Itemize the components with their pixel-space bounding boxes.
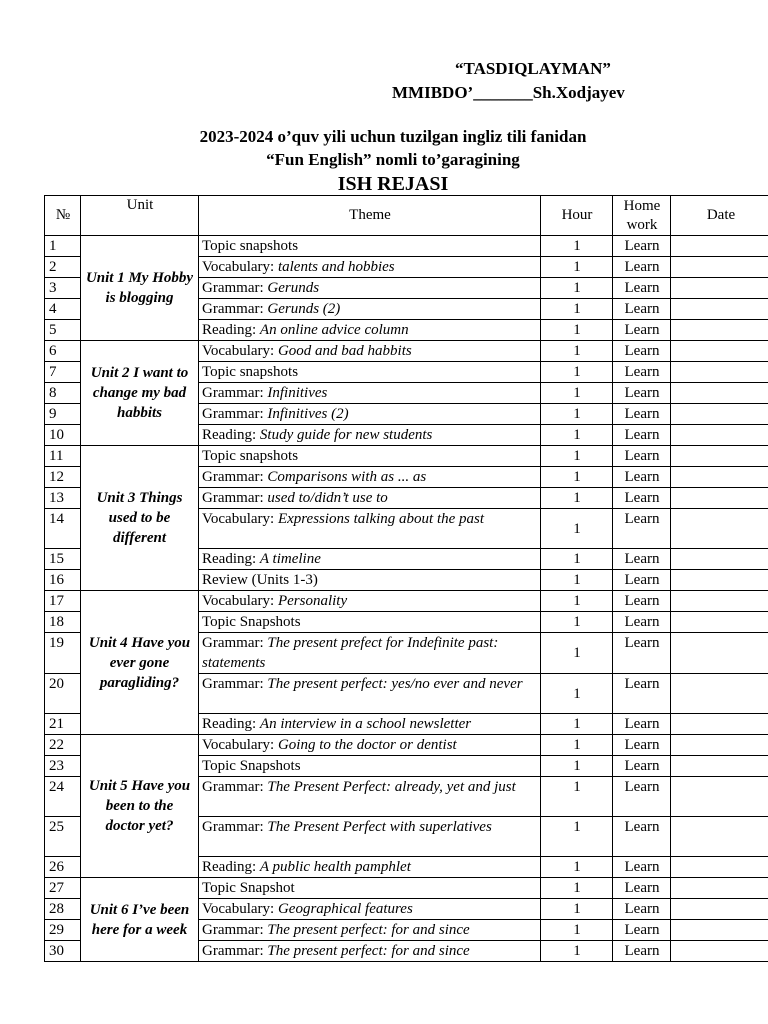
row-number: 2 bbox=[45, 257, 81, 278]
row-number: 15 bbox=[45, 549, 81, 570]
hour-cell: 1 bbox=[541, 278, 613, 299]
document-title: ISH REJASI bbox=[337, 173, 449, 195]
theme-topic: Comparisons with as ... as bbox=[267, 469, 427, 485]
row-number: 19 bbox=[45, 633, 81, 674]
date-cell[interactable] bbox=[671, 756, 768, 777]
unit-name: Unit 2 I want to change my bad habbits bbox=[81, 341, 199, 446]
hour-cell: 1 bbox=[541, 735, 613, 756]
homework-cell: Learn bbox=[613, 633, 671, 674]
header-theme: Theme bbox=[199, 196, 541, 236]
theme-cell bbox=[199, 941, 541, 962]
hour-cell: 1 bbox=[541, 404, 613, 425]
theme-label: Grammar: bbox=[202, 922, 268, 938]
theme-cell bbox=[199, 735, 541, 756]
theme-topic: used to/didn’t use to bbox=[267, 490, 388, 506]
date-cell[interactable] bbox=[671, 446, 768, 467]
date-cell[interactable] bbox=[671, 735, 768, 756]
theme-cell bbox=[199, 467, 541, 488]
table-row bbox=[45, 446, 768, 467]
hour-cell: 1 bbox=[541, 777, 613, 817]
theme-label: Topic snapshots bbox=[202, 364, 299, 380]
theme-cell bbox=[199, 591, 541, 612]
theme-label: Grammar: bbox=[202, 676, 268, 692]
date-cell[interactable] bbox=[671, 941, 768, 962]
date-cell[interactable] bbox=[671, 549, 768, 570]
theme-topic: Geographical features bbox=[277, 901, 413, 917]
unit-name: Unit 1 My Hobby is blogging bbox=[81, 236, 199, 341]
theme-label: Grammar: bbox=[202, 779, 268, 795]
unit-name: Unit 4 Have you ever gone paragliding? bbox=[81, 591, 199, 735]
theme-label: Vocabulary: bbox=[202, 901, 278, 917]
row-number: 26 bbox=[45, 857, 81, 878]
theme-label: Grammar: bbox=[202, 280, 268, 296]
row-number: 3 bbox=[45, 278, 81, 299]
homework-cell: Learn bbox=[613, 278, 671, 299]
row-number: 17 bbox=[45, 591, 81, 612]
header-unit: Unit bbox=[81, 196, 199, 236]
theme-cell bbox=[199, 817, 541, 857]
hour-cell: 1 bbox=[541, 570, 613, 591]
row-number: 27 bbox=[45, 878, 81, 899]
theme-cell bbox=[199, 320, 541, 341]
homework-cell: Learn bbox=[613, 817, 671, 857]
row-number: 4 bbox=[45, 299, 81, 320]
hour-cell: 1 bbox=[541, 509, 613, 549]
theme-label: Vocabulary: bbox=[202, 511, 278, 527]
row-number: 10 bbox=[45, 425, 81, 446]
theme-label: Vocabulary: bbox=[202, 737, 278, 753]
theme-topic: The Present Perfect with superlatives bbox=[267, 819, 492, 835]
theme-cell bbox=[199, 714, 541, 735]
theme-label: Reading: bbox=[202, 427, 260, 443]
row-number: 8 bbox=[45, 383, 81, 404]
row-number: 20 bbox=[45, 674, 81, 714]
row-number: 21 bbox=[45, 714, 81, 735]
row-number: 29 bbox=[45, 920, 81, 941]
theme-cell bbox=[199, 570, 541, 591]
theme-topic: Going to the doctor or dentist bbox=[277, 737, 457, 753]
theme-label: Grammar: bbox=[202, 819, 268, 835]
document-heading bbox=[0, 125, 768, 197]
hour-cell: 1 bbox=[541, 817, 613, 857]
date-cell[interactable] bbox=[671, 509, 768, 549]
hour-cell: 1 bbox=[541, 633, 613, 674]
date-cell[interactable] bbox=[671, 591, 768, 612]
theme-cell bbox=[199, 549, 541, 570]
date-cell[interactable] bbox=[671, 404, 768, 425]
homework-cell: Learn bbox=[613, 941, 671, 962]
homework-cell: Learn bbox=[613, 446, 671, 467]
row-number: 7 bbox=[45, 362, 81, 383]
theme-label: Review (Units 1-3) bbox=[202, 572, 318, 588]
theme-label: Topic Snapshots bbox=[202, 614, 301, 630]
theme-cell bbox=[199, 920, 541, 941]
row-number: 14 bbox=[45, 509, 81, 549]
homework-cell: Learn bbox=[613, 549, 671, 570]
hour-cell: 1 bbox=[541, 612, 613, 633]
theme-topic: Gerunds bbox=[267, 280, 320, 296]
date-cell[interactable] bbox=[671, 467, 768, 488]
theme-topic: The present perfect: for and since bbox=[267, 943, 470, 959]
date-cell[interactable] bbox=[671, 857, 768, 878]
table-row bbox=[45, 878, 768, 899]
homework-cell: Learn bbox=[613, 488, 671, 509]
hour-cell: 1 bbox=[541, 320, 613, 341]
date-cell[interactable] bbox=[671, 570, 768, 591]
table-row bbox=[45, 591, 768, 612]
theme-cell bbox=[199, 446, 541, 467]
row-number: 9 bbox=[45, 404, 81, 425]
date-cell[interactable] bbox=[671, 878, 768, 899]
date-cell[interactable] bbox=[671, 278, 768, 299]
heading-line-2: “Fun English” nomli to’garagining bbox=[266, 150, 520, 169]
theme-label: Reading: bbox=[202, 859, 260, 875]
unit-name: Unit 3 Things used to be different bbox=[81, 446, 199, 591]
theme-topic: A public health pamphlet bbox=[259, 859, 411, 875]
row-number: 28 bbox=[45, 899, 81, 920]
theme-label: Grammar: bbox=[202, 406, 268, 422]
theme-label: Vocabulary: bbox=[202, 593, 278, 609]
homework-cell: Learn bbox=[613, 509, 671, 549]
table-body bbox=[45, 236, 768, 962]
theme-cell bbox=[199, 488, 541, 509]
date-cell[interactable] bbox=[671, 362, 768, 383]
theme-cell bbox=[199, 612, 541, 633]
row-number: 12 bbox=[45, 467, 81, 488]
date-cell[interactable] bbox=[671, 714, 768, 735]
theme-label: Grammar: bbox=[202, 385, 268, 401]
date-cell[interactable] bbox=[671, 777, 768, 817]
unit-name: Unit 6 I’ve been here for a week bbox=[81, 878, 199, 962]
theme-label: Topic snapshots bbox=[202, 238, 299, 254]
theme-label: Grammar: bbox=[202, 635, 268, 651]
row-number: 18 bbox=[45, 612, 81, 633]
theme-topic: The present perfect: yes/no ever and never bbox=[267, 676, 523, 692]
theme-topic: Infinitives bbox=[267, 385, 328, 401]
date-cell[interactable] bbox=[671, 674, 768, 714]
homework-cell: Learn bbox=[613, 920, 671, 941]
theme-topic: Good and bad habbits bbox=[277, 343, 412, 359]
hour-cell: 1 bbox=[541, 878, 613, 899]
theme-cell bbox=[199, 257, 541, 278]
theme-cell bbox=[199, 674, 541, 714]
approval-signature-line: MMIBDO’_______Sh.Xodjayev bbox=[392, 83, 625, 102]
theme-topic: An online advice column bbox=[259, 322, 409, 338]
header-hour: Hour bbox=[541, 196, 613, 236]
theme-topic: Expressions talking about the past bbox=[277, 511, 485, 527]
theme-cell bbox=[199, 878, 541, 899]
theme-cell bbox=[199, 899, 541, 920]
theme-cell bbox=[199, 299, 541, 320]
homework-cell: Learn bbox=[613, 257, 671, 278]
theme-topic: The Present Perfect: already, yet and just bbox=[267, 779, 516, 795]
row-number: 1 bbox=[45, 236, 81, 257]
homework-cell: Learn bbox=[613, 857, 671, 878]
date-cell[interactable] bbox=[671, 612, 768, 633]
hour-cell: 1 bbox=[541, 591, 613, 612]
hour-cell: 1 bbox=[541, 362, 613, 383]
homework-cell: Learn bbox=[613, 299, 671, 320]
date-cell[interactable] bbox=[671, 299, 768, 320]
hour-cell: 1 bbox=[541, 920, 613, 941]
row-number: 5 bbox=[45, 320, 81, 341]
table-row bbox=[45, 341, 768, 362]
theme-cell bbox=[199, 509, 541, 549]
homework-cell: Learn bbox=[613, 612, 671, 633]
date-cell[interactable] bbox=[671, 817, 768, 857]
theme-cell bbox=[199, 404, 541, 425]
row-number: 23 bbox=[45, 756, 81, 777]
homework-cell: Learn bbox=[613, 878, 671, 899]
homework-cell: Learn bbox=[613, 591, 671, 612]
theme-label: Topic Snapshots bbox=[202, 758, 301, 774]
theme-cell bbox=[199, 236, 541, 257]
hour-cell: 1 bbox=[541, 714, 613, 735]
hour-cell: 1 bbox=[541, 341, 613, 362]
theme-topic: talents and hobbies bbox=[277, 259, 395, 275]
theme-label: Reading: bbox=[202, 551, 260, 567]
approval-title: “TASDIQLAYMAN” bbox=[455, 59, 611, 78]
hour-cell: 1 bbox=[541, 549, 613, 570]
hour-cell: 1 bbox=[541, 425, 613, 446]
date-cell[interactable] bbox=[671, 257, 768, 278]
homework-cell: Learn bbox=[613, 777, 671, 817]
homework-cell: Learn bbox=[613, 341, 671, 362]
homework-cell: Learn bbox=[613, 735, 671, 756]
date-cell[interactable] bbox=[671, 899, 768, 920]
hour-cell: 1 bbox=[541, 899, 613, 920]
theme-label: Grammar: bbox=[202, 301, 268, 317]
hour-cell: 1 bbox=[541, 257, 613, 278]
theme-topic: Personality bbox=[277, 593, 348, 609]
row-number: 30 bbox=[45, 941, 81, 962]
hour-cell: 1 bbox=[541, 488, 613, 509]
homework-cell: Learn bbox=[613, 570, 671, 591]
row-number: 24 bbox=[45, 777, 81, 817]
table-row bbox=[45, 236, 768, 257]
heading-line-1: 2023-2024 o’quv yili uchun tuzilgan ingliz tili fanidan bbox=[199, 127, 587, 146]
date-cell[interactable] bbox=[671, 488, 768, 509]
theme-topic: The present prefect for Indefinite past: statements bbox=[202, 635, 499, 671]
homework-cell: Learn bbox=[613, 714, 671, 735]
hour-cell: 1 bbox=[541, 299, 613, 320]
theme-cell bbox=[199, 362, 541, 383]
row-number: 25 bbox=[45, 817, 81, 857]
hour-cell: 1 bbox=[541, 236, 613, 257]
header-date: Date bbox=[671, 196, 768, 236]
theme-topic: Infinitives (2) bbox=[267, 406, 349, 422]
row-number: 6 bbox=[45, 341, 81, 362]
theme-label: Grammar: bbox=[202, 469, 268, 485]
hour-cell: 1 bbox=[541, 383, 613, 404]
theme-cell bbox=[199, 425, 541, 446]
date-cell[interactable] bbox=[671, 383, 768, 404]
homework-cell: Learn bbox=[613, 320, 671, 341]
theme-label: Topic snapshots bbox=[202, 448, 299, 464]
hour-cell: 1 bbox=[541, 941, 613, 962]
row-number: 16 bbox=[45, 570, 81, 591]
hour-cell: 1 bbox=[541, 446, 613, 467]
theme-cell bbox=[199, 756, 541, 777]
date-cell[interactable] bbox=[671, 341, 768, 362]
hour-cell: 1 bbox=[541, 467, 613, 488]
date-cell[interactable] bbox=[671, 236, 768, 257]
row-number: 22 bbox=[45, 735, 81, 756]
homework-cell: Learn bbox=[613, 362, 671, 383]
theme-label: Reading: bbox=[202, 322, 260, 338]
homework-cell: Learn bbox=[613, 236, 671, 257]
theme-topic: Gerunds (2) bbox=[267, 301, 341, 317]
theme-topic: The present perfect: for and since bbox=[267, 922, 470, 938]
date-cell[interactable] bbox=[671, 425, 768, 446]
date-cell[interactable] bbox=[671, 320, 768, 341]
theme-cell bbox=[199, 633, 541, 674]
hour-cell: 1 bbox=[541, 674, 613, 714]
unit-name: Unit 5 Have you been to the doctor yet? bbox=[81, 735, 199, 878]
theme-label: Vocabulary: bbox=[202, 259, 278, 275]
theme-cell bbox=[199, 857, 541, 878]
hour-cell: 1 bbox=[541, 756, 613, 777]
homework-cell: Learn bbox=[613, 756, 671, 777]
theme-topic: Study guide for new students bbox=[259, 427, 433, 443]
theme-cell bbox=[199, 341, 541, 362]
theme-cell bbox=[199, 383, 541, 404]
row-number: 11 bbox=[45, 446, 81, 467]
table-row bbox=[45, 735, 768, 756]
theme-label: Topic Snapshot bbox=[202, 880, 295, 896]
theme-cell bbox=[199, 278, 541, 299]
table-header-row bbox=[45, 196, 768, 236]
homework-cell: Learn bbox=[613, 467, 671, 488]
date-cell[interactable] bbox=[671, 920, 768, 941]
theme-topic: An interview in a school newsletter bbox=[259, 716, 472, 732]
date-cell[interactable] bbox=[671, 633, 768, 674]
theme-label: Vocabulary: bbox=[202, 343, 278, 359]
hour-cell: 1 bbox=[541, 857, 613, 878]
homework-cell: Learn bbox=[613, 404, 671, 425]
homework-cell: Learn bbox=[613, 674, 671, 714]
theme-label: Reading: bbox=[202, 716, 260, 732]
homework-cell: Learn bbox=[613, 425, 671, 446]
row-number: 13 bbox=[45, 488, 81, 509]
header-homework: Home work bbox=[613, 196, 671, 236]
homework-cell: Learn bbox=[613, 383, 671, 404]
theme-cell bbox=[199, 777, 541, 817]
theme-label: Grammar: bbox=[202, 943, 268, 959]
homework-cell: Learn bbox=[613, 899, 671, 920]
theme-topic: A timeline bbox=[259, 551, 321, 567]
header-number: № bbox=[45, 196, 81, 236]
work-plan-table bbox=[44, 195, 768, 962]
theme-label: Grammar: bbox=[202, 490, 268, 506]
